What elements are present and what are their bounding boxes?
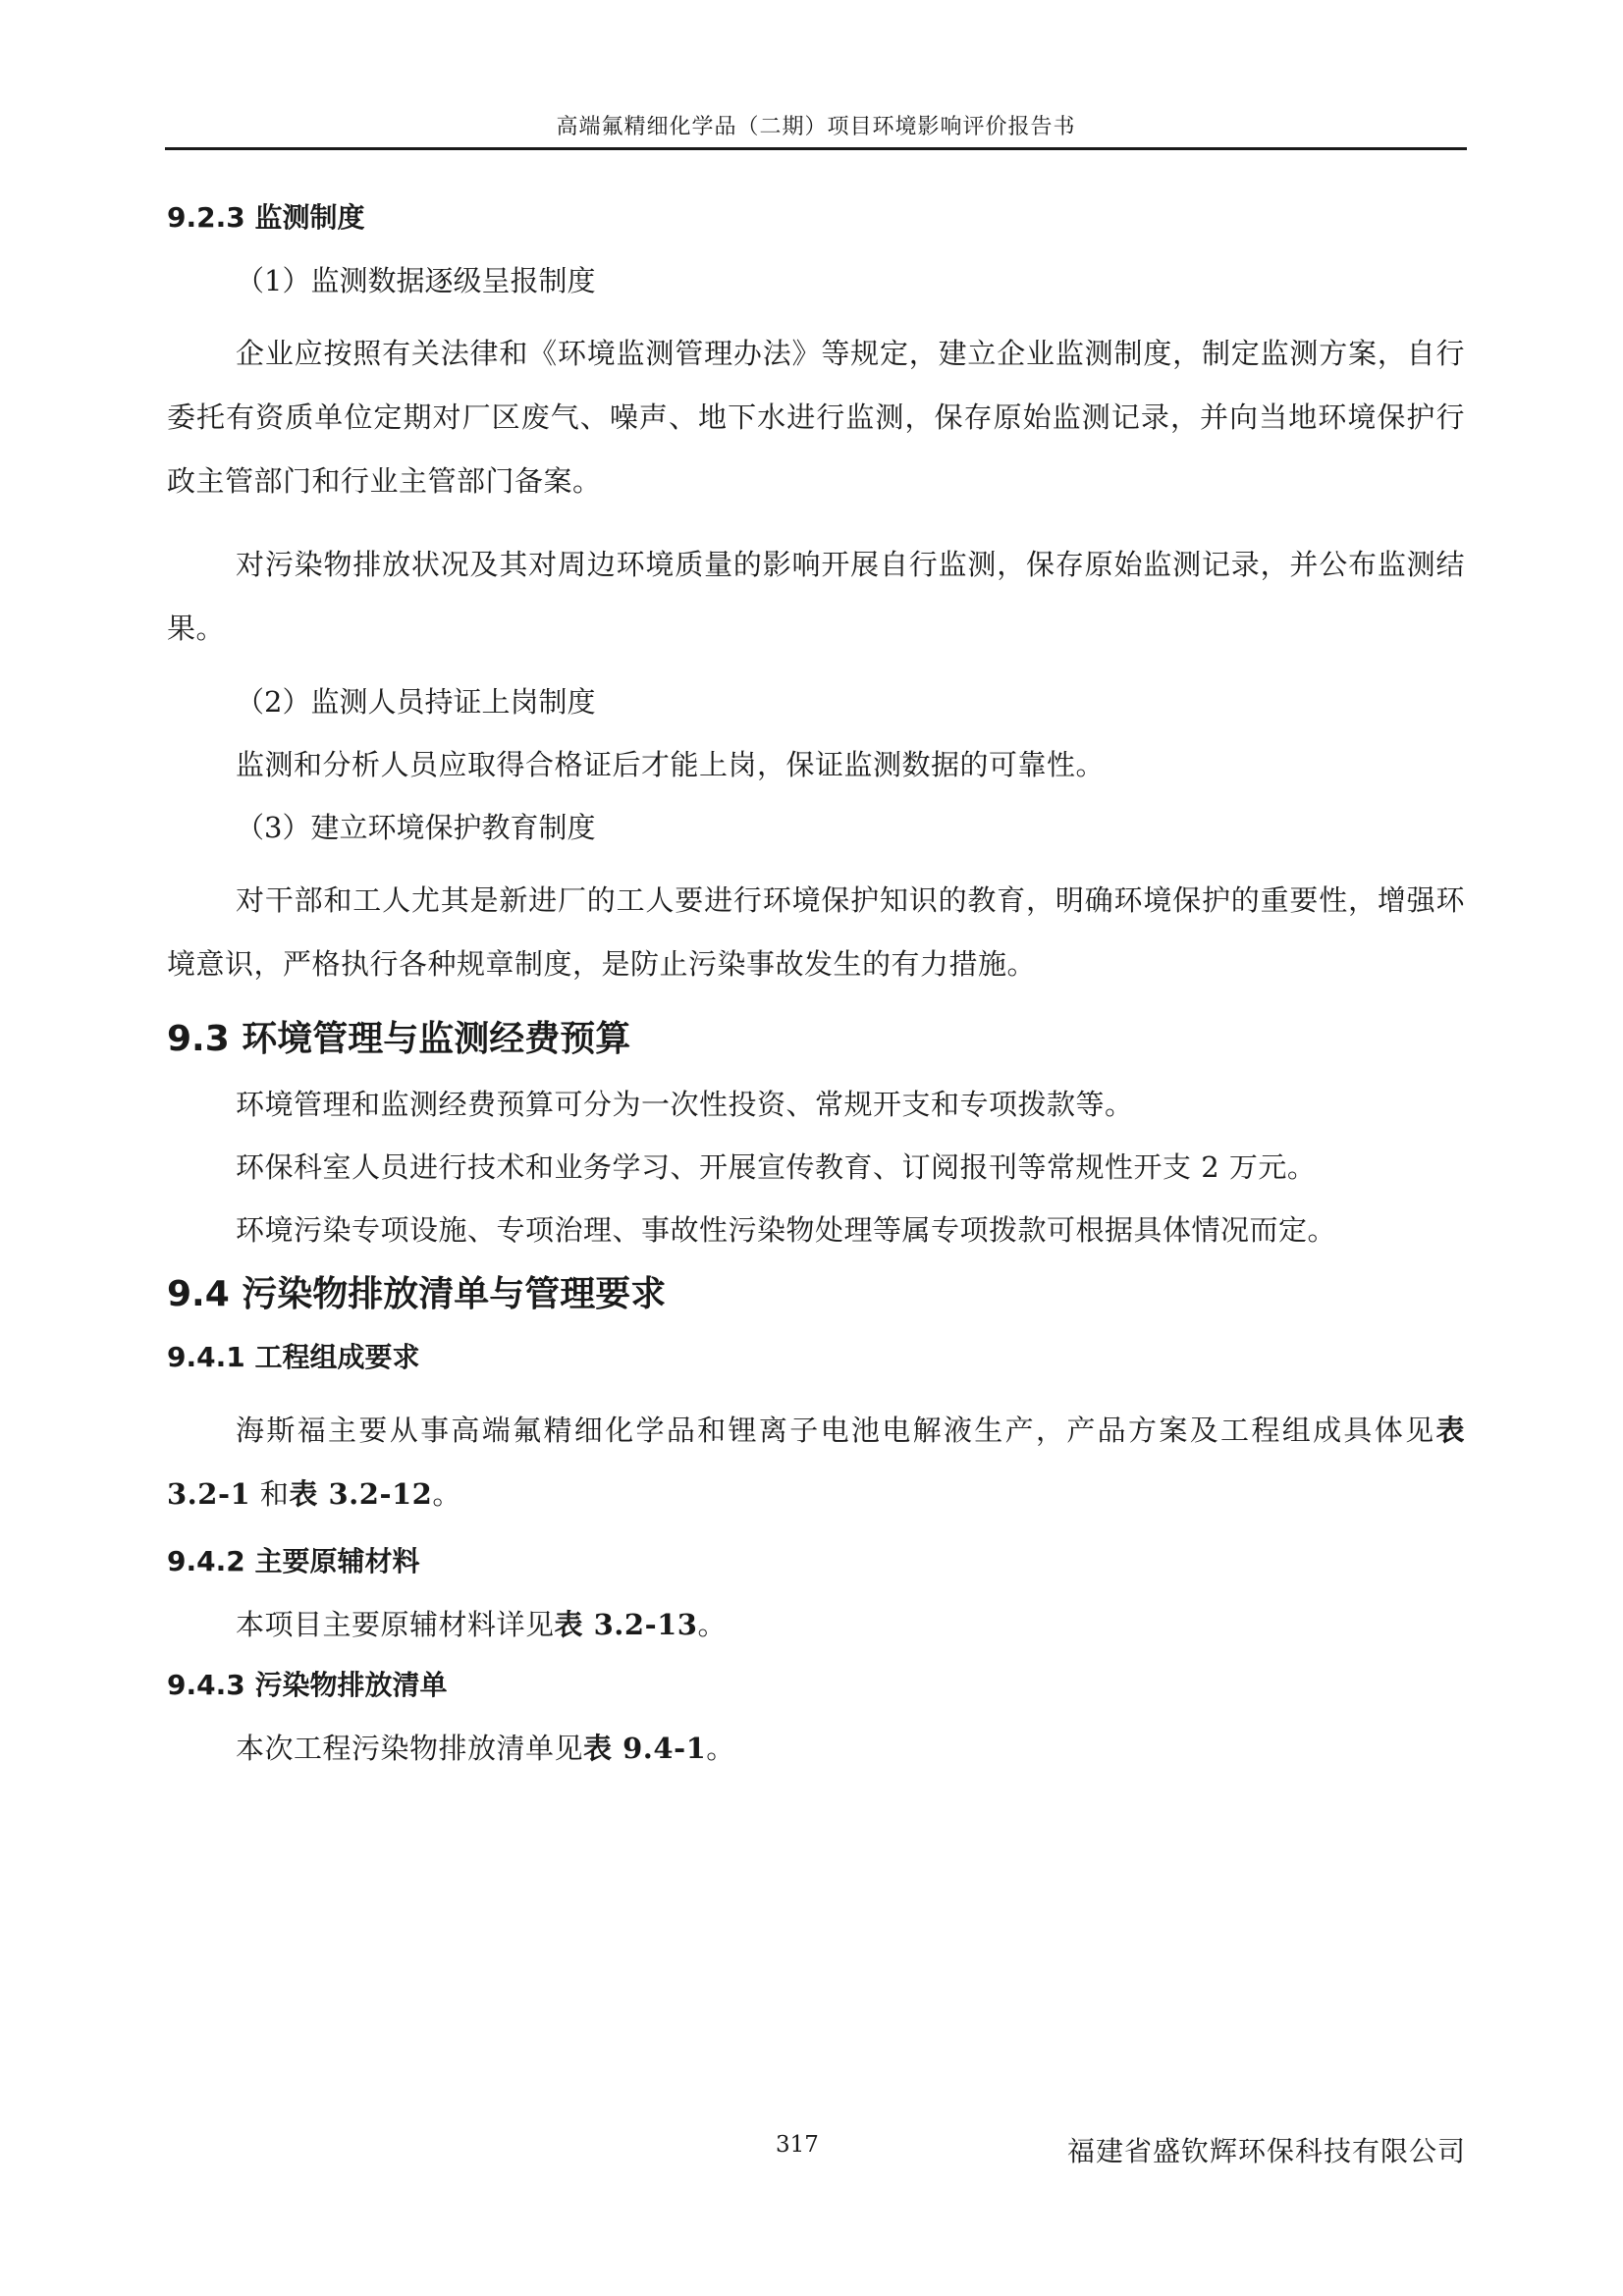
section-heading-9-4-3: 9.4.3 污染物排放清单 <box>167 1669 448 1701</box>
paragraph-raw-materials <box>167 1603 1465 1646</box>
document-body <box>167 198 1465 1789</box>
paragraph-monitoring-plan: 企业应按照有关法律和《环境监测管理办法》等规定，建立企业监测制度，制定监测方案，自行委托有资质单位定期对厂区废气、噪声、地下水进行监测，保存原始监测记录，并向当地环境保护行政主管部门和行业主管部门备案。 <box>167 337 1465 498</box>
text-segment: 本次工程污染物排放清单见 <box>236 1732 584 1765</box>
paragraph-emission-list <box>167 1727 1465 1770</box>
subsection-title-2: （2）监测人员持证上岗制度 <box>236 685 596 719</box>
page-header-title: 高端氟精细化学品（二期）项目环境影响评价报告书 <box>556 115 1076 139</box>
section-heading-9-2-3: 9.2.3 监测制度 <box>167 201 365 234</box>
paragraph-certification: 监测和分析人员应取得合格证后才能上岗，保证监测数据的可靠性。 <box>236 748 1106 781</box>
section-heading-9-4-2: 9.4.2 主要原辅材料 <box>167 1545 420 1577</box>
paragraph-engineering-composition <box>167 1399 1465 1526</box>
header-divider <box>165 147 1467 150</box>
paragraph-routine-expense: 环保科室人员进行技术和业务学习、开展宣传教育、订阅报刊等常规性开支 2 万元。 <box>236 1150 1317 1184</box>
text-segment: 海斯福主要从事高端氟精细化学品和锂离子电池电解液生产，产品方案及工程组成具体见 <box>236 1414 1436 1447</box>
text-segment: 。 <box>432 1477 461 1511</box>
section-heading-9-3: 9.3 环境管理与监测经费预算 <box>167 1019 631 1059</box>
subsection-title-3: （3）建立环境保护教育制度 <box>236 811 596 844</box>
section-heading-9-4: 9.4 污染物排放清单与管理要求 <box>167 1274 667 1314</box>
table-reference-9-4-1: 表 9.4-1 <box>583 1732 707 1765</box>
paragraph-self-monitoring: 对污染物排放状况及其对周边环境质量的影响开展自行监测，保存原始监测记录，并公布监测结果。 <box>167 548 1465 645</box>
table-reference-3-2-12: 表 3.2-12 <box>289 1477 433 1511</box>
paragraph-special-fund: 环境污染专项设施、专项治理、事故性污染物处理等属专项拨款可根据具体情况而定。 <box>236 1213 1337 1247</box>
text-segment: 。 <box>697 1608 727 1641</box>
subsection-title-1: （1）监测数据逐级呈报制度 <box>236 264 596 297</box>
section-heading-9-4-1: 9.4.1 工程组成要求 <box>167 1341 420 1373</box>
table-reference-3-2-13: 表 3.2-13 <box>554 1608 698 1641</box>
text-segment: 本项目主要原辅材料详见 <box>236 1608 555 1641</box>
footer-organization: 福建省盛钦辉环保科技有限公司 <box>1066 2135 1466 2167</box>
text-segment: 和 <box>250 1477 290 1511</box>
table-reference-3-2-1: 表 3.2-1 <box>167 1414 1465 1511</box>
text-segment: 。 <box>706 1732 735 1765</box>
page-number: 317 <box>776 2132 819 2158</box>
paragraph-budget-intro: 环境管理和监测经费预算可分为一次性投资、常规开支和专项拨款等。 <box>236 1088 1134 1121</box>
paragraph-education: 对干部和工人尤其是新进厂的工人要进行环境保护知识的教育，明确环境保护的重要性，增强环境意识，严格执行各种规章制度，是防止污染事故发生的有力措施。 <box>167 883 1465 981</box>
